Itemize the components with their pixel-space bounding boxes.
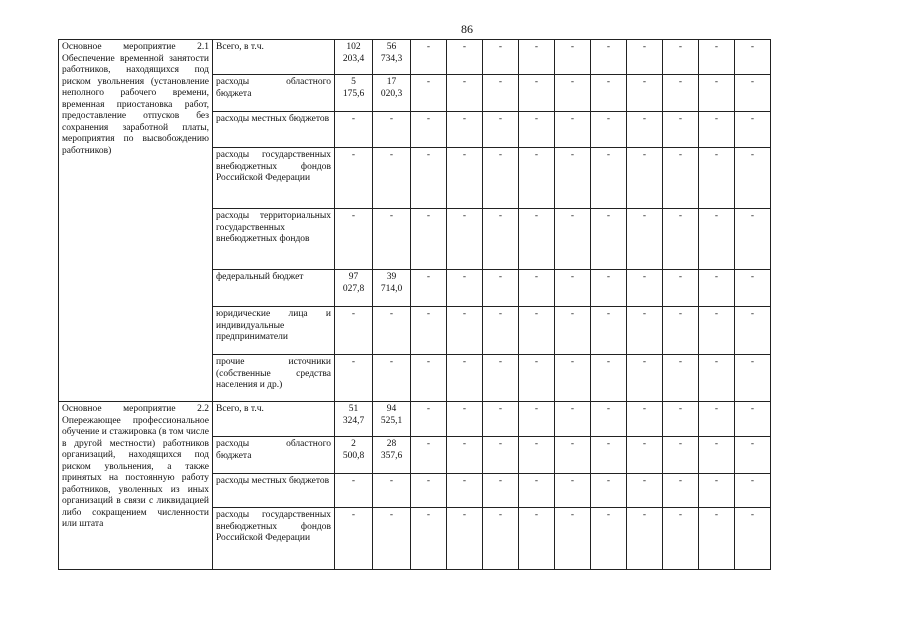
year-cell: -	[555, 270, 591, 307]
amount-cell-1	[335, 209, 373, 270]
amount-part: -	[351, 211, 356, 221]
year-cell: -	[591, 307, 627, 355]
year-cell: -	[591, 508, 627, 570]
year-cell: -	[627, 437, 663, 474]
amount-part: 39	[386, 272, 397, 282]
year-cell: -	[555, 307, 591, 355]
amount-cell-2	[373, 148, 411, 209]
amount-cell-2	[373, 270, 411, 307]
amount-part: -	[351, 309, 356, 319]
year-cell: -	[483, 75, 519, 112]
amount-part: 5	[351, 77, 356, 87]
amount-cell-2	[373, 355, 411, 402]
amount-cell-1	[335, 402, 373, 437]
year-cell: -	[519, 112, 555, 148]
activity-title: Основное мероприятие 2.1 Обеспечение временной занятости работников, находящихся под риском увольнения (установление неполного рабочего времени, временная приостановка работ, предоставление отпусков без сохранения заработной платы, мероприятия по высвобождению работников)	[59, 40, 213, 402]
year-cell: -	[699, 75, 735, 112]
amount-cell-1	[335, 75, 373, 112]
year-cell: -	[591, 112, 627, 148]
year-cell: -	[483, 307, 519, 355]
funding-source: прочие источники (собственные средства населения и др.)	[213, 355, 335, 402]
funding-source: юридические лица и индивидуальные предприниматели	[213, 307, 335, 355]
amount-cell-1	[335, 307, 373, 355]
year-cell: -	[519, 40, 555, 75]
amount-cell-1	[335, 355, 373, 402]
amount-cell-1	[335, 474, 373, 508]
year-cell: -	[699, 209, 735, 270]
year-cell: -	[411, 474, 447, 508]
year-cell: -	[663, 402, 699, 437]
amount-cell-2	[373, 402, 411, 437]
year-cell: -	[699, 40, 735, 75]
amount-part: 2	[351, 439, 356, 449]
year-cell: -	[627, 474, 663, 508]
amount-part: -	[351, 150, 356, 160]
amount-part: 102	[346, 42, 361, 52]
amount-part: 51	[348, 404, 359, 414]
year-cell: -	[411, 112, 447, 148]
amount-part: 175,6	[342, 88, 365, 99]
amount-cell-2	[373, 40, 411, 75]
year-cell: -	[555, 148, 591, 209]
funding-source: Всего, в т.ч.	[213, 40, 335, 75]
amount-part: -	[351, 476, 356, 486]
amount-cell-2	[373, 112, 411, 148]
year-cell: -	[663, 209, 699, 270]
year-cell: -	[519, 508, 555, 570]
amount-cell-1	[335, 508, 373, 570]
year-cell: -	[735, 355, 771, 402]
year-cell: -	[627, 355, 663, 402]
amount-cell-1	[335, 112, 373, 148]
year-cell: -	[663, 148, 699, 209]
year-cell: -	[411, 75, 447, 112]
year-cell: -	[447, 270, 483, 307]
funding-source: расходы государственных внебюджетных фондов Российской Федерации	[213, 508, 335, 570]
year-cell: -	[591, 270, 627, 307]
year-cell: -	[519, 355, 555, 402]
year-cell: -	[447, 307, 483, 355]
year-cell: -	[555, 112, 591, 148]
year-cell: -	[555, 508, 591, 570]
table-row	[59, 402, 771, 437]
year-cell: -	[447, 355, 483, 402]
amount-cell-1	[335, 148, 373, 209]
year-cell: -	[447, 40, 483, 75]
funding-source: расходы местных бюджетов	[213, 112, 335, 148]
amount-part: -	[389, 114, 394, 124]
year-cell: -	[519, 148, 555, 209]
amount-part: 97	[348, 272, 359, 282]
amount-cell-1	[335, 437, 373, 474]
year-cell: -	[663, 355, 699, 402]
year-cell: -	[447, 437, 483, 474]
amount-part: -	[351, 510, 356, 520]
year-cell: -	[519, 270, 555, 307]
year-cell: -	[627, 307, 663, 355]
year-cell: -	[735, 270, 771, 307]
year-cell: -	[627, 75, 663, 112]
year-cell: -	[411, 307, 447, 355]
year-cell: -	[699, 148, 735, 209]
year-cell: -	[735, 148, 771, 209]
year-cell: -	[483, 355, 519, 402]
amount-cell-2	[373, 75, 411, 112]
amount-part: 324,7	[342, 415, 365, 426]
year-cell: -	[735, 402, 771, 437]
year-cell: -	[483, 474, 519, 508]
year-cell: -	[699, 112, 735, 148]
year-cell: -	[735, 75, 771, 112]
amount-cell-2	[373, 307, 411, 355]
activity-title: Основное мероприятие 2.2 Опережающее профессиональное обучение и стажировка (в том числе в другой местности) работников организаций, находящихся под риском увольнения, а также принятых на постоянную работу работников, уволенных из иных организаций в связи с ликвидацией либо сокращением численности или штата	[59, 402, 213, 570]
year-cell: -	[663, 75, 699, 112]
year-cell: -	[555, 402, 591, 437]
year-cell: -	[411, 355, 447, 402]
year-cell: -	[411, 270, 447, 307]
year-cell: -	[663, 437, 699, 474]
year-cell: -	[411, 40, 447, 75]
year-cell: -	[699, 474, 735, 508]
year-cell: -	[591, 437, 627, 474]
amount-cell-2	[373, 474, 411, 508]
year-cell: -	[519, 75, 555, 112]
year-cell: -	[699, 270, 735, 307]
year-cell: -	[591, 40, 627, 75]
year-cell: -	[519, 437, 555, 474]
page-number: 86	[461, 22, 473, 36]
year-cell: -	[735, 40, 771, 75]
year-cell: -	[411, 148, 447, 209]
year-cell: -	[627, 402, 663, 437]
funding-source: расходы местных бюджетов	[213, 474, 335, 508]
year-cell: -	[483, 148, 519, 209]
funding-source: расходы государственных внебюджетных фондов Российской Федерации	[213, 148, 335, 209]
year-cell: -	[627, 148, 663, 209]
year-cell: -	[591, 148, 627, 209]
year-cell: -	[627, 270, 663, 307]
year-cell: -	[699, 508, 735, 570]
year-cell: -	[627, 209, 663, 270]
year-cell: -	[555, 474, 591, 508]
amount-part: 56	[386, 42, 397, 52]
year-cell: -	[447, 508, 483, 570]
year-cell: -	[735, 474, 771, 508]
amount-part: 500,8	[342, 450, 365, 461]
amount-part: 020,3	[380, 88, 403, 99]
year-cell: -	[591, 474, 627, 508]
funding-table	[58, 39, 771, 570]
year-cell: -	[735, 307, 771, 355]
year-cell: -	[591, 402, 627, 437]
year-cell: -	[411, 402, 447, 437]
year-cell: -	[411, 508, 447, 570]
year-cell: -	[627, 112, 663, 148]
year-cell: -	[483, 112, 519, 148]
amount-part: 357,6	[380, 450, 403, 461]
funding-source: расходы областного бюджета	[213, 75, 335, 112]
year-cell: -	[735, 112, 771, 148]
year-cell: -	[483, 209, 519, 270]
year-cell: -	[555, 75, 591, 112]
year-cell: -	[483, 40, 519, 75]
year-cell: -	[735, 209, 771, 270]
year-cell: -	[411, 209, 447, 270]
year-cell: -	[483, 270, 519, 307]
year-cell: -	[447, 75, 483, 112]
year-cell: -	[483, 437, 519, 474]
year-cell: -	[699, 355, 735, 402]
amount-cell-1	[335, 40, 373, 75]
amount-part: -	[351, 357, 356, 367]
year-cell: -	[447, 209, 483, 270]
year-cell: -	[735, 508, 771, 570]
year-cell: -	[627, 40, 663, 75]
funding-source: федеральный бюджет	[213, 270, 335, 307]
year-cell: -	[555, 40, 591, 75]
year-cell: -	[663, 508, 699, 570]
amount-part: -	[389, 150, 394, 160]
amount-part: 734,3	[380, 53, 403, 64]
year-cell: -	[591, 355, 627, 402]
year-cell: -	[447, 112, 483, 148]
year-cell: -	[483, 508, 519, 570]
year-cell: -	[447, 148, 483, 209]
amount-part: -	[351, 114, 356, 124]
table-row	[59, 40, 771, 75]
year-cell: -	[663, 474, 699, 508]
amount-part: 525,1	[380, 415, 403, 426]
amount-cell-2	[373, 508, 411, 570]
amount-part: -	[389, 211, 394, 221]
year-cell: -	[555, 437, 591, 474]
year-cell: -	[519, 474, 555, 508]
year-cell: -	[663, 307, 699, 355]
year-cell: -	[699, 307, 735, 355]
amount-part: 17	[386, 77, 397, 87]
amount-cell-2	[373, 437, 411, 474]
amount-part: 714,0	[380, 283, 403, 294]
year-cell: -	[447, 474, 483, 508]
amount-cell-2	[373, 209, 411, 270]
year-cell: -	[663, 112, 699, 148]
amount-part: 203,4	[342, 53, 365, 64]
funding-source: расходы областного бюджета	[213, 437, 335, 474]
year-cell: -	[663, 270, 699, 307]
year-cell: -	[627, 508, 663, 570]
amount-cell-1	[335, 270, 373, 307]
year-cell: -	[699, 437, 735, 474]
amount-part: 94	[386, 404, 397, 414]
amount-part: 027,8	[342, 283, 365, 294]
amount-part: -	[389, 357, 394, 367]
year-cell: -	[735, 437, 771, 474]
year-cell: -	[519, 402, 555, 437]
year-cell: -	[555, 209, 591, 270]
amount-part: -	[389, 476, 394, 486]
year-cell: -	[663, 40, 699, 75]
amount-part: -	[389, 510, 394, 520]
year-cell: -	[591, 209, 627, 270]
year-cell: -	[699, 402, 735, 437]
amount-part: -	[389, 309, 394, 319]
amount-part: 28	[386, 439, 397, 449]
year-cell: -	[411, 437, 447, 474]
year-cell: -	[519, 307, 555, 355]
funding-source: расходы территориальных государственных внебюджетных фондов	[213, 209, 335, 270]
year-cell: -	[555, 355, 591, 402]
funding-source: Всего, в т.ч.	[213, 402, 335, 437]
year-cell: -	[483, 402, 519, 437]
year-cell: -	[519, 209, 555, 270]
year-cell: -	[447, 402, 483, 437]
year-cell: -	[591, 75, 627, 112]
